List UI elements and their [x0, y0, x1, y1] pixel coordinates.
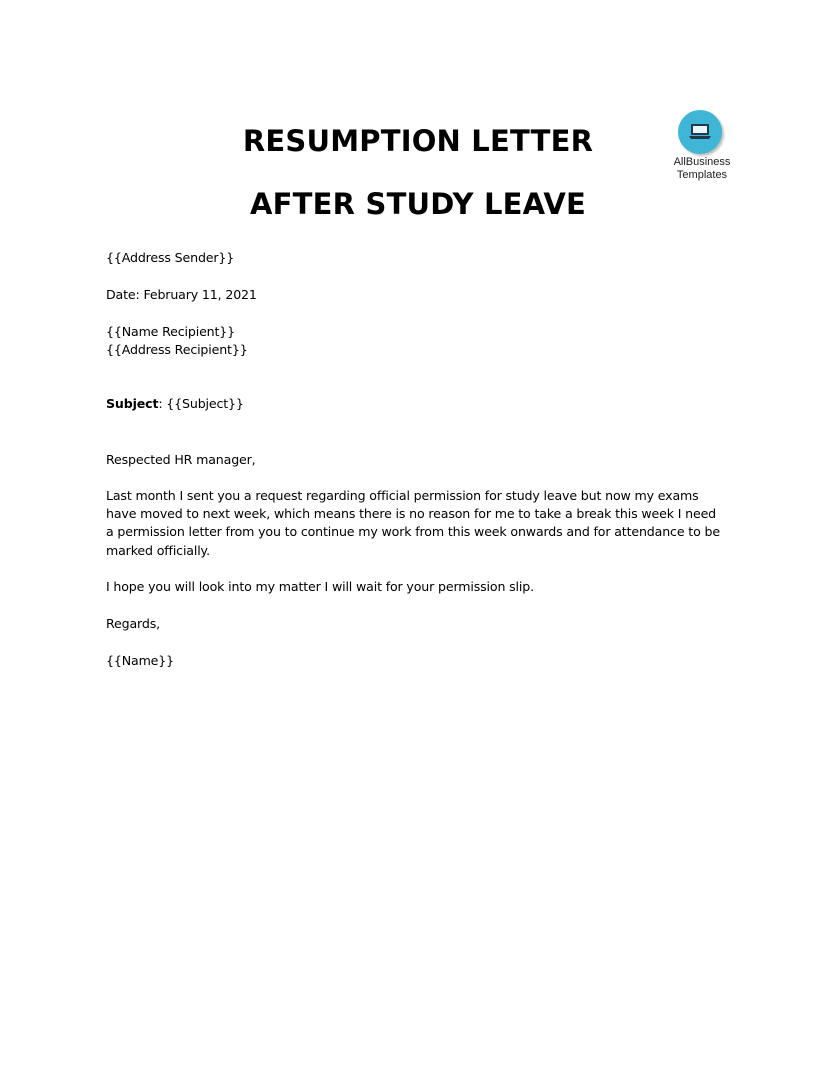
document-title-line-1: RESUMPTION LETTER: [242, 124, 594, 158]
allbusiness-templates-logo: [664, 110, 740, 186]
body-paragraph-1: Last month I sent you a request regarding official permission for study leave but now my exams have moved to next week, which means there is no reason for me to take a break this week I need a permission letter from you to continue my work from this week onwards and for attendance to be marked officially.: [106, 488, 720, 558]
subject-line: [106, 395, 726, 413]
body-paragraph-2: I hope you will look into my matter I will wait for your permission slip.: [106, 579, 534, 594]
date-line: Date: February 11, 2021: [106, 287, 257, 302]
sender-address: {{Address Sender}}: [106, 250, 235, 265]
laptop-icon: [688, 123, 712, 141]
signature: {{Name}}: [106, 653, 175, 668]
salutation: Respected HR manager,: [106, 452, 256, 467]
logo-text: [664, 156, 740, 181]
subject-label: Subject: [106, 396, 159, 411]
recipient-address: {{Address Recipient}}: [106, 342, 248, 357]
logo-text-line-1: AllBusiness: [673, 156, 731, 168]
closing: Regards,: [106, 616, 160, 631]
document-title-line-2: AFTER STUDY LEAVE: [250, 187, 586, 221]
recipient-name: {{Name Recipient}}: [106, 324, 236, 339]
logo-text-line-2: Templates: [676, 168, 728, 181]
subject-value: : {{Subject}}: [158, 396, 244, 411]
